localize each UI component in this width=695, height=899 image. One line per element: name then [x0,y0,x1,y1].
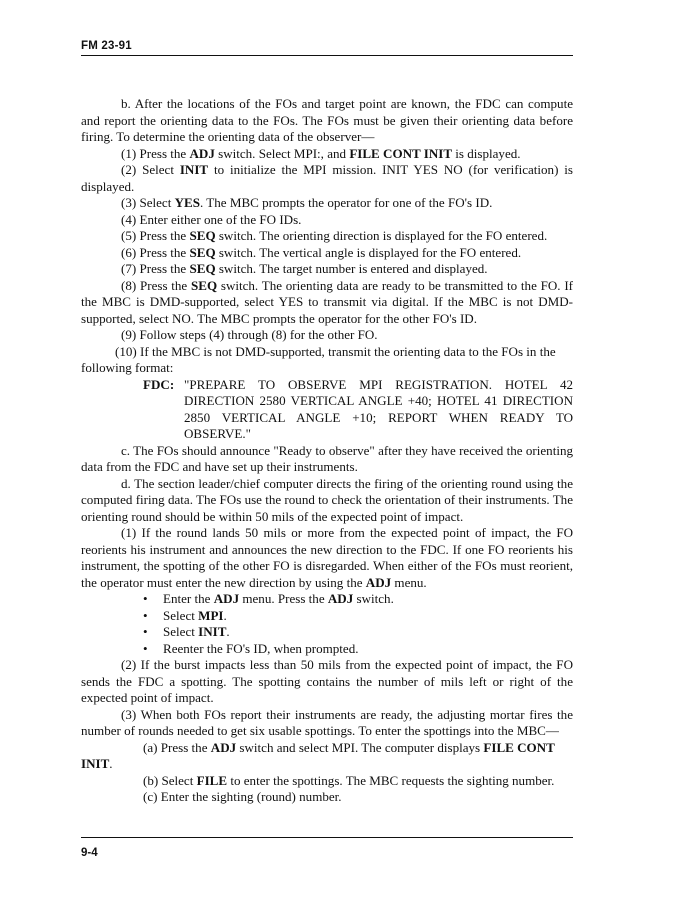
page-body [81,96,573,806]
list-item: • Select MPI. [143,607,227,623]
bullet-icon: • [143,640,148,656]
substep-b: (b) Select FILE to enter the spottings. The MBC requests the sighting number. [143,772,555,788]
bullet-icon: • [143,591,148,606]
step-3: (3) Select YES. The MBC prompts the operator for one of the FO's ID. [121,195,493,210]
paragraph-b: b. After the locations of the FOs and target point are known, the FDC can compute and report the orienting data to the FOs. The FOs must be given their orienting data before firing. To determine the orienting data of the observer— [81,96,573,144]
paragraph-c: c. The FOs should announce "Ready to observe" after they have received the orienting data from the FDC and have set up their instruments. [81,442,573,474]
list-item: • Enter the ADJ menu. Press the ADJ switch. [143,591,394,606]
list-item: • Reenter the FO's ID, when prompted. [143,640,359,656]
list-item: • Select INIT. [143,624,230,639]
step-9: (9) Follow steps (4) through (8) for the other FO. [121,327,378,342]
bullet-icon: • [143,624,148,639]
step-d1: (1) If the round lands 50 mils or more from the expected point of impact, the FO reorients his instrument and announces the new direction to the FDC. If one FO reorients his instrument, the spotting of the other FO is disregarded. When either of the FOs must reorient, the operator must enter the new direction by using the ADJ menu. [81,525,573,590]
step-5: (5) Press the SEQ switch. The orienting direction is displayed for the FO entered. [121,228,548,243]
step-8: (8) Press the SEQ switch. The orienting data are ready to be transmitted to the FO. If the MBC is DMD-supported, select YES to transmit via digital. If the MBC is not DMD-supported, select NO. The MBC prompts the operator for the other FO's ID. [81,277,574,326]
bullet-icon: • [143,607,148,623]
page-number: 9-4 [81,847,98,859]
step-1: (1) Press the ADJ switch. Select MPI:, and FILE CONT INIT is displayed. [121,145,521,161]
footer-rule [81,837,573,838]
paragraph-d: d. The section leader/chief computer directs the firing of the orienting round using the computed firing data. The FOs use the round to check the orientation of their instruments. The orienting round should be within 50 mils of the expected point of impact. [81,475,573,524]
substep-a: (a) Press the ADJ switch and select MPI. The computer displays FILE CONT INIT. [81,739,555,771]
step-2: (2) Select INIT to initialize the MPI mission. INIT YES NO (for verification) is displayed. [81,162,573,194]
step-7: (7) Press the SEQ switch. The target number is entered and displayed. [121,261,488,276]
fdc-label: FDC: [143,376,175,392]
step-4: (4) Enter either one of the FO IDs. [121,211,302,227]
step-d2: (2) If the burst impacts less than 50 mils from the expected point of impact, the FO sends the FDC a spotting. The spotting contains the number of mils left or right of the expected point of impact. [81,657,573,705]
fdc-message-text: "PREPARE TO OBSERVE MPI REGISTRATION. HOTEL 42 DIRECTION 2580 VERTICAL ANGLE +40; HOTEL 41 DIRECTION 2850 VERTICAL ANGLE +10; REPORT WHEN READY TO OBSERVE." [184,376,573,441]
header-rule [81,55,573,56]
step-d3: (3) When both FOs report their instruments are ready, the adjusting mortar fires the number of rounds needed to get six usable spottings. To enter the spottings into the MBC— [81,706,573,738]
fdc-message [81,377,573,443]
step-10: (10) If the MBC is not DMD-supported, transmit the orienting data to the FOs in the following format: [81,343,556,375]
substep-c: (c) Enter the sighting (round) number. [143,789,342,804]
running-header: FM 23-91 [81,40,132,52]
step-6: (6) Press the SEQ switch. The vertical angle is displayed for the FO entered. [121,244,522,260]
